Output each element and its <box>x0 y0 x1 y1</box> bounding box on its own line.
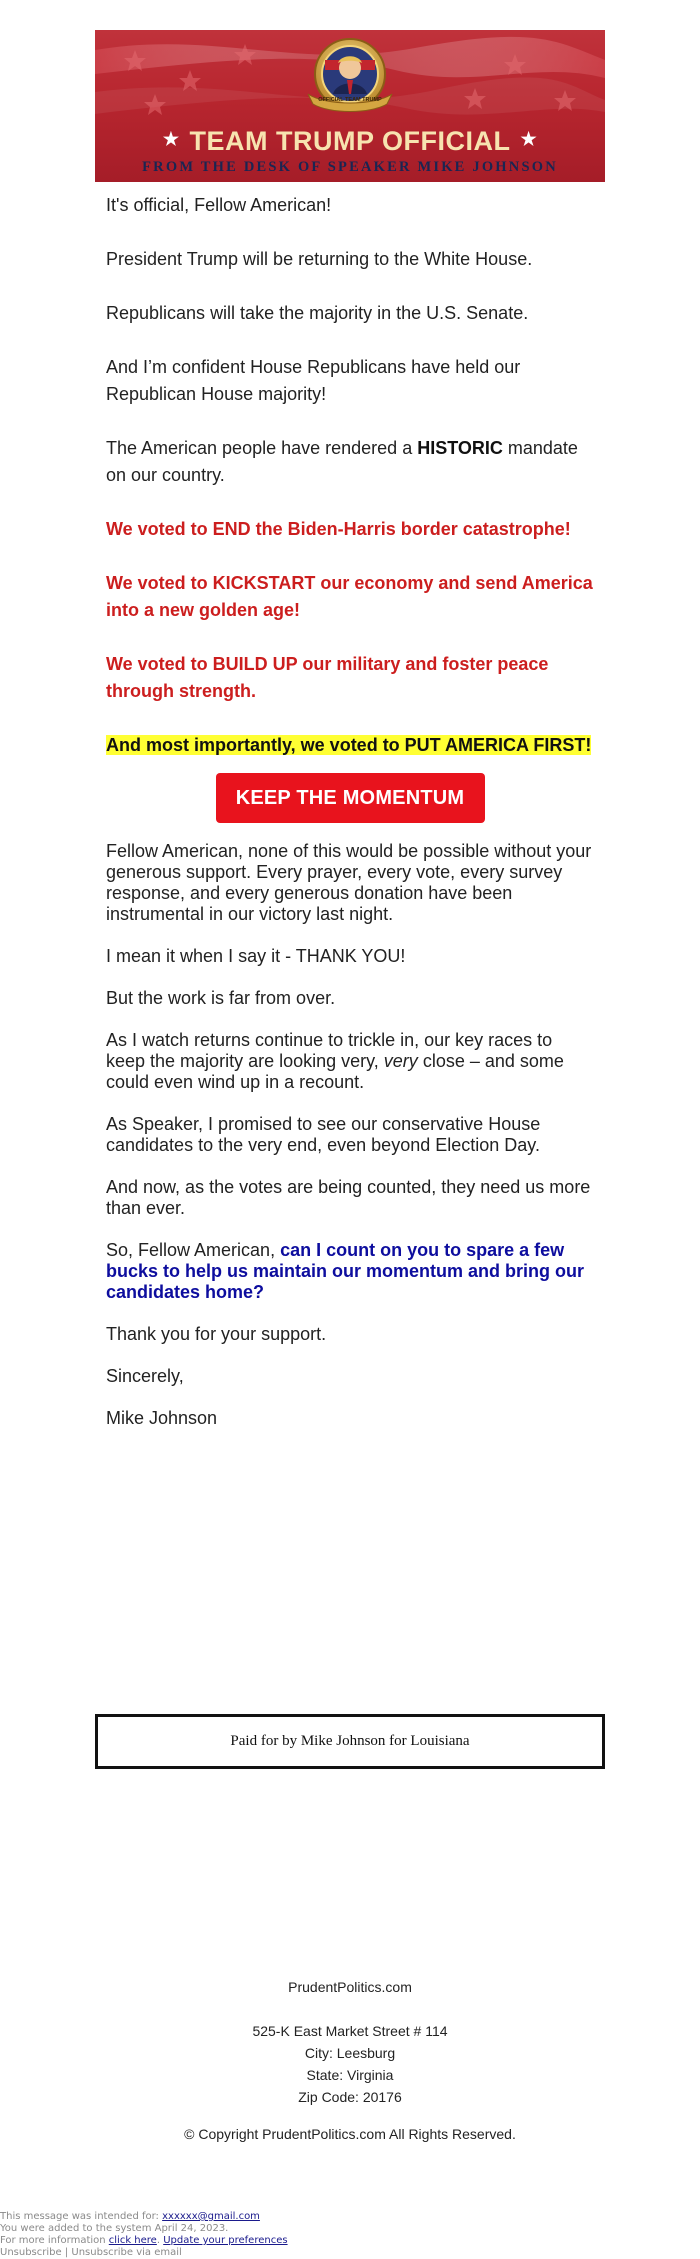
paragraph: The American people have rendered a HISTORIC mandate on our country. <box>106 438 578 485</box>
intended-line: This message was intended for: xxxxxx@gmail.com <box>0 2211 260 2222</box>
banner-subtitle: FROM THE DESK OF SPEAKER MIKE JOHNSON <box>142 159 558 175</box>
cta-container <box>106 773 594 823</box>
red-statement: We voted to KICKSTART our economy and send America into a new golden age! <box>106 573 593 620</box>
star-icon: ★ <box>162 129 180 149</box>
footer-site: PrudentPolitics.com <box>288 1979 412 1995</box>
donate-link[interactable]: can I count on you to spare a few bucks to help us maintain our momentum and bring our candidates home? <box>106 1240 585 1302</box>
info-line: For more information click here. Update your preferences <box>0 2235 288 2246</box>
paragraph: President Trump will be returning to the White House. <box>106 249 533 269</box>
unsubscribe-line: Unsubscribe | Unsubscribe via email <box>0 2247 182 2258</box>
footer-copyright: © Copyright PrudentPolitics.com All Rights Reserved. <box>184 2126 516 2142</box>
red-statement: We voted to BUILD UP our military and foster peace through strength. <box>106 654 549 701</box>
click-here-link[interactable]: click here <box>108 2235 157 2246</box>
paragraph: But the work is far from over. <box>106 988 336 1008</box>
footer-zip: Zip Code: 20176 <box>298 2089 402 2105</box>
unsubscribe-link[interactable]: Unsubscribe <box>0 2247 62 2258</box>
footer-state: State: Virginia <box>306 2067 394 2083</box>
paragraph: Fellow American, none of this would be possible without your generous support. Every prayer, every vote, every survey response, and every generous donation have been instrumental in our victory last night. <box>106 841 592 924</box>
banner-title-text: TEAM TRUMP OFFICIAL <box>189 126 511 156</box>
paragraph: And I’m confident House Republicans have held our Republican House majority! <box>106 357 521 404</box>
recipient-email-link[interactable]: xxxxxx@gmail.com <box>162 2211 260 2222</box>
greeting: It's official, Fellow American! <box>106 195 332 215</box>
paragraph: I mean it when I say it - THANK YOU! <box>106 946 406 966</box>
paragraph: So, Fellow American, can I count on you to spare a few bucks to help us maintain our momentum and bring our candidates home? <box>106 1240 585 1302</box>
unsubscribe-email-link[interactable]: Unsubscribe via email <box>71 2247 182 2258</box>
footer <box>0 1976 700 2145</box>
paragraph: And now, as the votes are being counted, they need us more than ever. <box>106 1177 591 1218</box>
paid-for-disclaimer: Paid for by Mike Johnson for Louisiana <box>95 1714 605 1769</box>
update-preferences-link[interactable]: Update your preferences <box>163 2235 288 2246</box>
footer-street: 525-K East Market Street # 114 <box>252 2023 448 2039</box>
highlight-statement: And most importantly, we voted to PUT AMERICA FIRST! <box>106 735 592 755</box>
paragraph: Thank you for your support. <box>106 1324 327 1344</box>
paragraph: As I watch returns continue to trickle in, our key races to keep the majority are looking very, very close – and some could even wind up in a recount. <box>106 1030 564 1092</box>
footer-city: City: Leesburg <box>304 2045 396 2061</box>
historic-bold: HISTORIC <box>417 438 503 458</box>
sign-off: Sincerely, <box>106 1366 184 1386</box>
star-icon: ★ <box>520 129 538 149</box>
added-line: You were added to the system April 24, 2023. <box>0 2223 229 2234</box>
legal-notice <box>0 2211 288 2259</box>
keep-momentum-button[interactable]: KEEP THE MOMENTUM <box>216 773 485 823</box>
banner-title <box>95 126 605 157</box>
paragraph: Republicans will take the majority in the U.S. Senate. <box>106 303 529 323</box>
header-banner <box>95 30 605 182</box>
red-statement: We voted to END the Biden-Harris border catastrophe! <box>106 519 571 539</box>
letter-body <box>95 192 605 1429</box>
signature-name: Mike Johnson <box>106 1408 218 1428</box>
paragraph: As Speaker, I promised to see our conservative House candidates to the very end, even beyond Election Day. <box>106 1114 541 1155</box>
badge-text: OFFICIAL TEAM TRUMP <box>318 97 382 103</box>
